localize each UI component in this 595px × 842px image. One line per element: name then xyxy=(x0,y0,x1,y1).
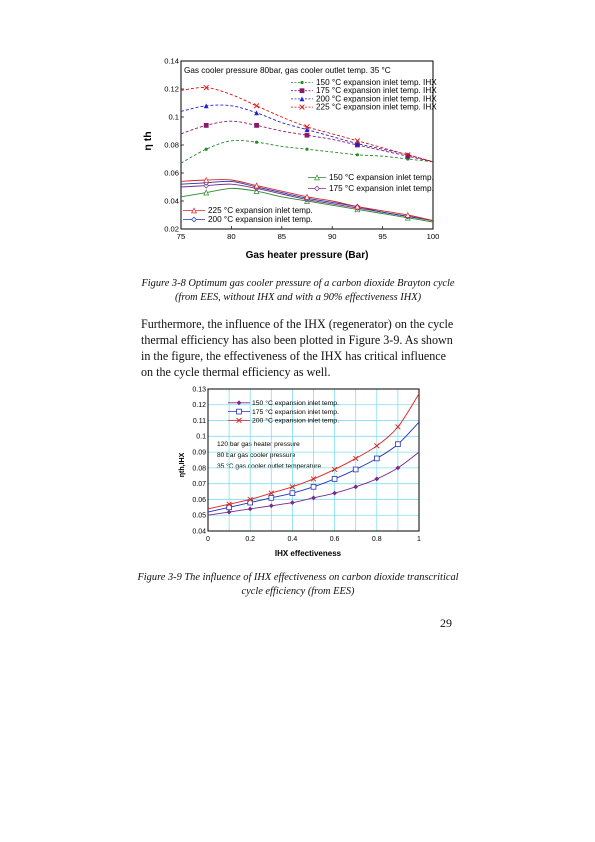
chart2-data-point xyxy=(269,503,274,508)
chart2-x-tick-label: 0.8 xyxy=(371,536,382,543)
chart2-data-point xyxy=(396,465,401,470)
chart2-legend-marker xyxy=(237,409,242,414)
chart2-y-tick-label: 0.1 xyxy=(196,433,206,441)
chart1-y-tick-label: 0.06 xyxy=(164,168,179,178)
chart2-y-tick-label: 0.07 xyxy=(192,481,206,489)
chart1-legend-label: 150 °C expansion inlet temp. IHX xyxy=(316,78,437,87)
chart1-legend-label: 200 °C expansion inlet temp. xyxy=(208,215,313,224)
chart1-legend-label: 225 °C expansion inlet temp. xyxy=(208,206,313,215)
chart2-data-point xyxy=(290,491,295,496)
chart2-data-point xyxy=(332,491,337,496)
chart2-data-point xyxy=(227,510,232,515)
chart2-y-tick-label: 0.09 xyxy=(192,449,206,457)
chart1-x-tick-label: 95 xyxy=(378,232,387,241)
chart1-x-tick-label: 90 xyxy=(327,232,337,241)
chart2-annotation-3: 35 °C gas cooler outlet temperature xyxy=(217,463,322,470)
chart2-annotation-1: 120 bar gas heater pressure xyxy=(217,441,300,448)
chart2-x-tick-label: 0.2 xyxy=(245,536,256,543)
figure-3-8-caption-line1: Figure 3-8 Optimum gas cooler pressure of a carbon dioxide Brayton cycle xyxy=(141,278,455,289)
chart2-y-tick-label: 0.06 xyxy=(192,496,206,504)
chart2-x-tick-label: 1 xyxy=(417,536,421,543)
paragraph-line-4: on the cycle thermal efficiency as well. xyxy=(141,365,331,380)
chart1-x-tick-label: 100 xyxy=(426,232,440,241)
chart1-x-tick-label: 80 xyxy=(227,232,236,241)
paragraph-line-3: in the figure, the effectiveness of the IHX has critical influence xyxy=(141,349,447,364)
chart1-y-axis-label: η th xyxy=(142,131,154,151)
chart1-y-tick-label: 0.04 xyxy=(164,196,179,206)
figure-3-9-caption-line1: Figure 3-9 The influence of IHX effectiveness on carbon dioxide transcritical xyxy=(137,572,459,583)
paragraph-line-1: Furthermore, the influence of the IHX (regenerator) on the cycle xyxy=(141,317,454,331)
chart2-y-tick-label: 0.12 xyxy=(192,402,206,410)
chart1-y-tick-label: 0.1 xyxy=(168,112,179,122)
chart2-y-tick-label: 0.05 xyxy=(192,512,206,520)
chart1-y-tick-label: 0.12 xyxy=(164,84,179,94)
chart1-y-tick-label: 0.02 xyxy=(164,224,179,234)
chart2-legend-label: 150 °C expansion inlet temp. xyxy=(252,400,339,407)
chart2-data-point xyxy=(248,507,253,512)
chart2-y-tick-label: 0.11 xyxy=(192,417,206,425)
chart2-legend-label: 175 °C expansion inlet temp. xyxy=(252,408,339,416)
figure-3-8-caption-line2: (from EES, without IHX and with a 90% effectiveness IHX) xyxy=(174,291,422,303)
chart2-legend-label: 200 °C expansion inlet temp. xyxy=(252,417,339,425)
chart1-legend-label: 175 °C expansion inlet temp. xyxy=(329,184,434,193)
chart1-title: Gas cooler pressure 80bar, gas cooler outlet temp. 35 °C xyxy=(184,66,391,75)
chart2-data-point xyxy=(353,467,358,472)
chart1-legend-label: 225 °C expansion inlet temp. IHX xyxy=(316,102,437,112)
chart2-x-tick-label: 0.6 xyxy=(329,536,340,543)
chart2-data-point xyxy=(269,495,274,500)
chart1-legend-label: 200 °C expansion inlet temp. IHX xyxy=(316,94,437,104)
chart1-x-axis-label: Gas heater pressure (Bar) xyxy=(245,250,369,261)
chart2-y-tick-label: 0.13 xyxy=(192,386,206,394)
chart1-legend-label: 175 °C expansion inlet temp. IHX xyxy=(316,86,437,96)
chart2-x-axis-label: IHX effectiveness xyxy=(274,549,342,558)
chart1-y-tick-label: 0.14 xyxy=(164,56,179,66)
paragraph-line-2: thermal efficiency has also been plotted in Figure 3-9. As shown xyxy=(141,333,453,348)
figure-3-9-caption xyxy=(120,571,476,598)
chart2-y-axis-label: ηth,IHX xyxy=(179,452,186,478)
chart1-y-tick-label: 0.08 xyxy=(164,140,179,150)
chart2-data-point xyxy=(374,477,379,482)
page-number: 29 xyxy=(440,616,452,630)
chart1-x-tick-label: 85 xyxy=(277,232,287,241)
chart2-data-point xyxy=(396,442,401,447)
chart2-data-point xyxy=(353,484,358,489)
chart2-data-point xyxy=(311,484,316,489)
chart2-x-tick-label: 0.4 xyxy=(287,536,298,543)
chart1-legend-label: 150 °C expansion inlet temp. xyxy=(329,173,434,182)
chart2-annotation-2: 80 bar gas cooler pressure xyxy=(217,452,296,459)
chart2-y-tick-label: 0.04 xyxy=(192,528,206,536)
chart1-x-tick-label: 75 xyxy=(176,232,186,241)
chart2-data-point xyxy=(290,500,295,505)
figure-3-9-caption-line2: cycle efficiency (from EES) xyxy=(241,585,355,597)
chart2-data-point xyxy=(332,477,337,482)
chart2-data-point xyxy=(374,456,379,461)
chart2-x-tick-label: 0 xyxy=(206,536,210,543)
chart2-y-tick-label: 0.08 xyxy=(192,465,206,473)
